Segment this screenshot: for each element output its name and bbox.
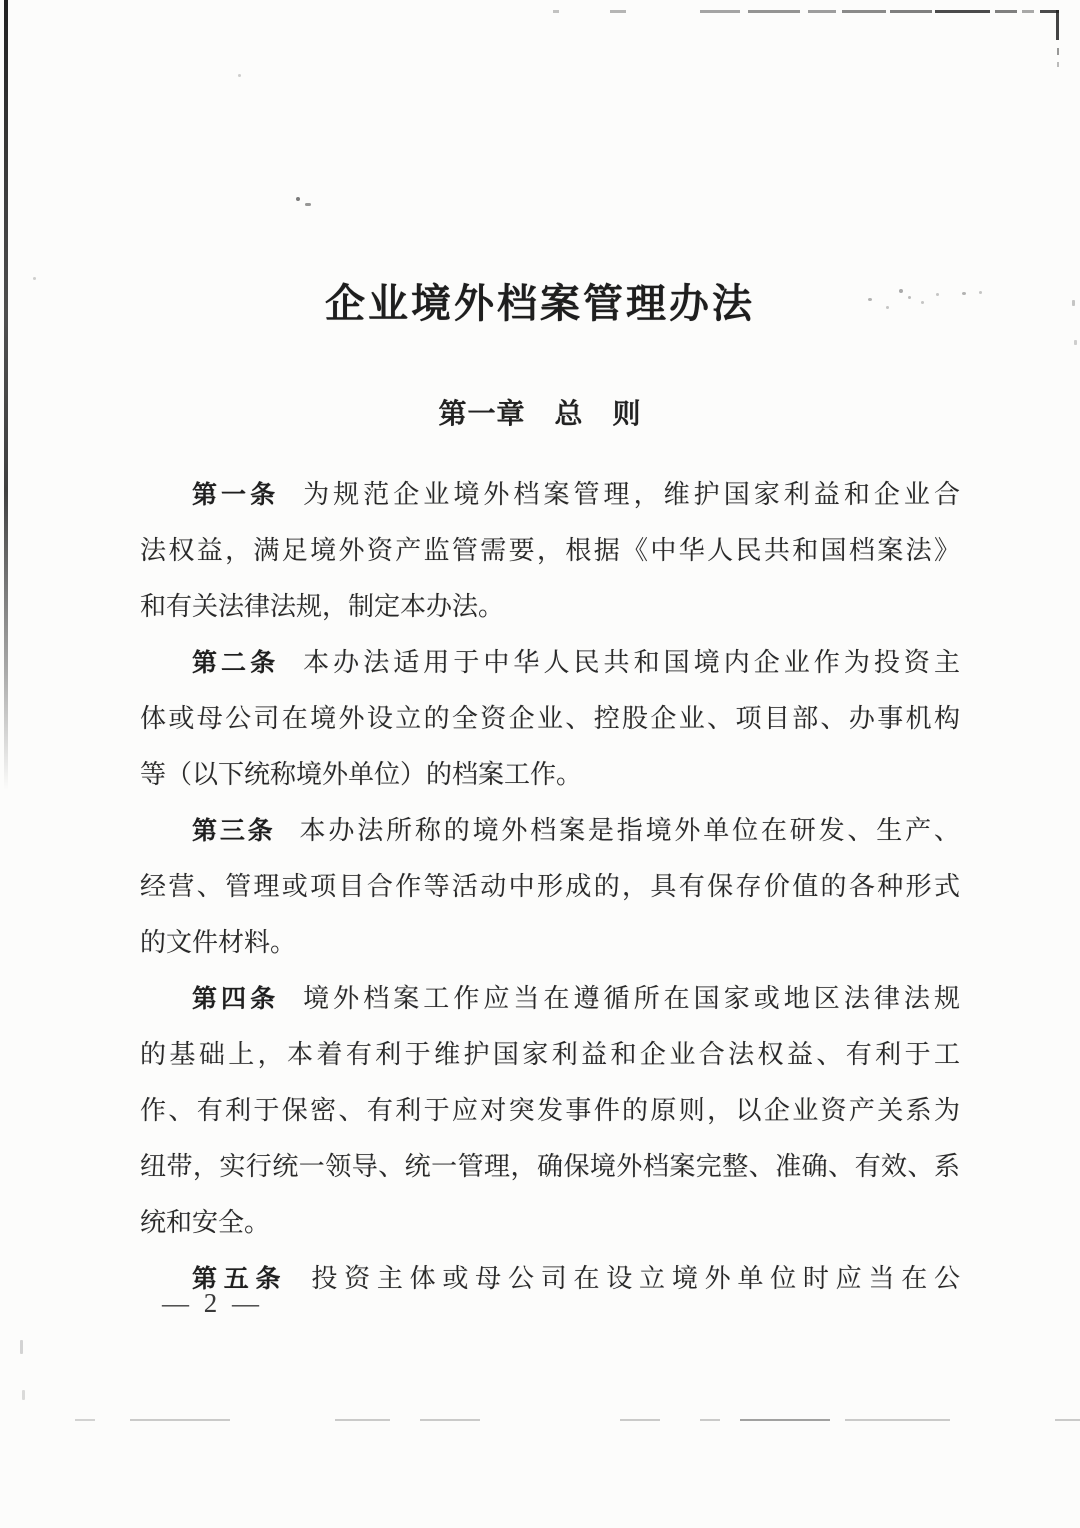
scan-corner-dot bbox=[1057, 48, 1059, 55]
article-line bbox=[140, 1251, 960, 1307]
article-line bbox=[140, 971, 960, 1027]
article-number: 第一条 bbox=[192, 481, 280, 509]
scan-bottom-streak bbox=[130, 1419, 230, 1421]
scan-bottom-streak bbox=[620, 1419, 660, 1421]
scan-speckle bbox=[33, 277, 36, 280]
article-line bbox=[140, 467, 960, 523]
scan-top-edge-segment bbox=[890, 10, 932, 13]
scan-speckle bbox=[921, 301, 924, 304]
scan-bottom-streak bbox=[740, 1419, 830, 1421]
scan-speckle bbox=[886, 306, 889, 309]
article-paragraph bbox=[140, 635, 960, 803]
scan-top-edge-segment bbox=[1022, 10, 1034, 13]
article-text: 为规范企业境外档案管理，维护国家利益和企业合 bbox=[303, 480, 960, 509]
article-line bbox=[140, 803, 960, 859]
scan-top-edge-segment bbox=[995, 10, 1017, 13]
page-number: — 2 — bbox=[162, 1288, 263, 1318]
article-line: 经营、管理或项目合作等活动中形成的，具有保存价值的各种形式 bbox=[140, 872, 960, 901]
article-line: 作、有利于保密、有利于应对突发事件的原则，以企业资产关系为 bbox=[140, 1096, 960, 1125]
scan-bottom-streak bbox=[1055, 1419, 1080, 1421]
article-text: 本办法适用于中华人民共和国境内企业作为投资主 bbox=[303, 648, 960, 677]
article-line: 统和安全。 bbox=[140, 1208, 271, 1237]
article-line: 等（以下统称境外单位）的档案工作。 bbox=[140, 760, 583, 789]
scan-bottom-streak bbox=[420, 1419, 480, 1421]
document-title: 企业境外档案管理办法 bbox=[325, 281, 755, 326]
article-paragraph bbox=[140, 1251, 960, 1307]
article-number: 第四条 bbox=[192, 985, 280, 1013]
article-line: 的基础上，本着有利于维护国家利益和企业合法权益、有利于工 bbox=[140, 1040, 960, 1069]
scan-bottom-streak bbox=[700, 1419, 720, 1421]
scan-speckle bbox=[962, 292, 966, 295]
article-number: 第二条 bbox=[192, 649, 280, 677]
scan-bottom-streak bbox=[845, 1419, 950, 1421]
scan-corner-dot bbox=[1057, 62, 1059, 67]
scan-top-edge-segment bbox=[842, 10, 886, 13]
article-paragraph bbox=[140, 971, 960, 1251]
article-line: 和有关法律法规，制定本办法。 bbox=[140, 592, 505, 621]
article-line bbox=[140, 635, 960, 691]
scan-top-edge-segment bbox=[700, 10, 740, 13]
article-line: 的文件材料。 bbox=[140, 928, 297, 957]
article-text: 境外档案工作应当在遵循所在国家或地区法律法规 bbox=[303, 984, 960, 1013]
scan-top-edge-segment bbox=[553, 10, 559, 13]
scan-speckle bbox=[899, 289, 903, 293]
scan-speckle bbox=[1074, 340, 1077, 345]
scan-speckle bbox=[868, 298, 872, 301]
scan-bottom-streak bbox=[335, 1419, 390, 1421]
scan-speckle bbox=[20, 1340, 23, 1354]
scan-top-edge-segment bbox=[935, 10, 990, 13]
article-text: 本办法所称的境外档案是指境外单位在研发、生产、 bbox=[299, 816, 960, 845]
scan-speckle bbox=[1072, 300, 1075, 306]
scan-bottom-streak bbox=[75, 1419, 95, 1421]
scan-speckle bbox=[22, 1390, 25, 1400]
article-line: 纽带，实行统一领导、统一管理，确保境外档案完整、准确、有效、系 bbox=[140, 1152, 960, 1181]
chapter-heading: 第一章 总 则 bbox=[438, 399, 642, 430]
scan-speckle bbox=[296, 197, 300, 201]
scan-speckle bbox=[936, 293, 939, 296]
scan-top-right-corner-line bbox=[1056, 10, 1059, 40]
scan-speckle bbox=[238, 74, 241, 77]
scan-top-edge-segment bbox=[808, 10, 836, 13]
articles bbox=[140, 467, 960, 1307]
article-number: 第五条 bbox=[192, 1265, 288, 1293]
scan-top-edge-segment bbox=[748, 10, 800, 13]
scan-speckle bbox=[979, 291, 982, 294]
scan-top-edge-segment bbox=[610, 10, 626, 13]
article-paragraph bbox=[140, 467, 960, 635]
scan-speckle bbox=[908, 296, 911, 299]
scan-speckle bbox=[305, 203, 311, 206]
article-line: 法权益，满足境外资产监管需要，根据《中华人民共和国档案法》 bbox=[140, 536, 960, 565]
article-line: 体或母公司在境外设立的全资企业、控股企业、项目部、办事机构 bbox=[140, 704, 960, 733]
article-paragraph bbox=[140, 803, 960, 971]
article-text: 投资主体或母公司在设立境外单位时应当在公 bbox=[311, 1264, 960, 1293]
article-number: 第三条 bbox=[192, 817, 276, 845]
